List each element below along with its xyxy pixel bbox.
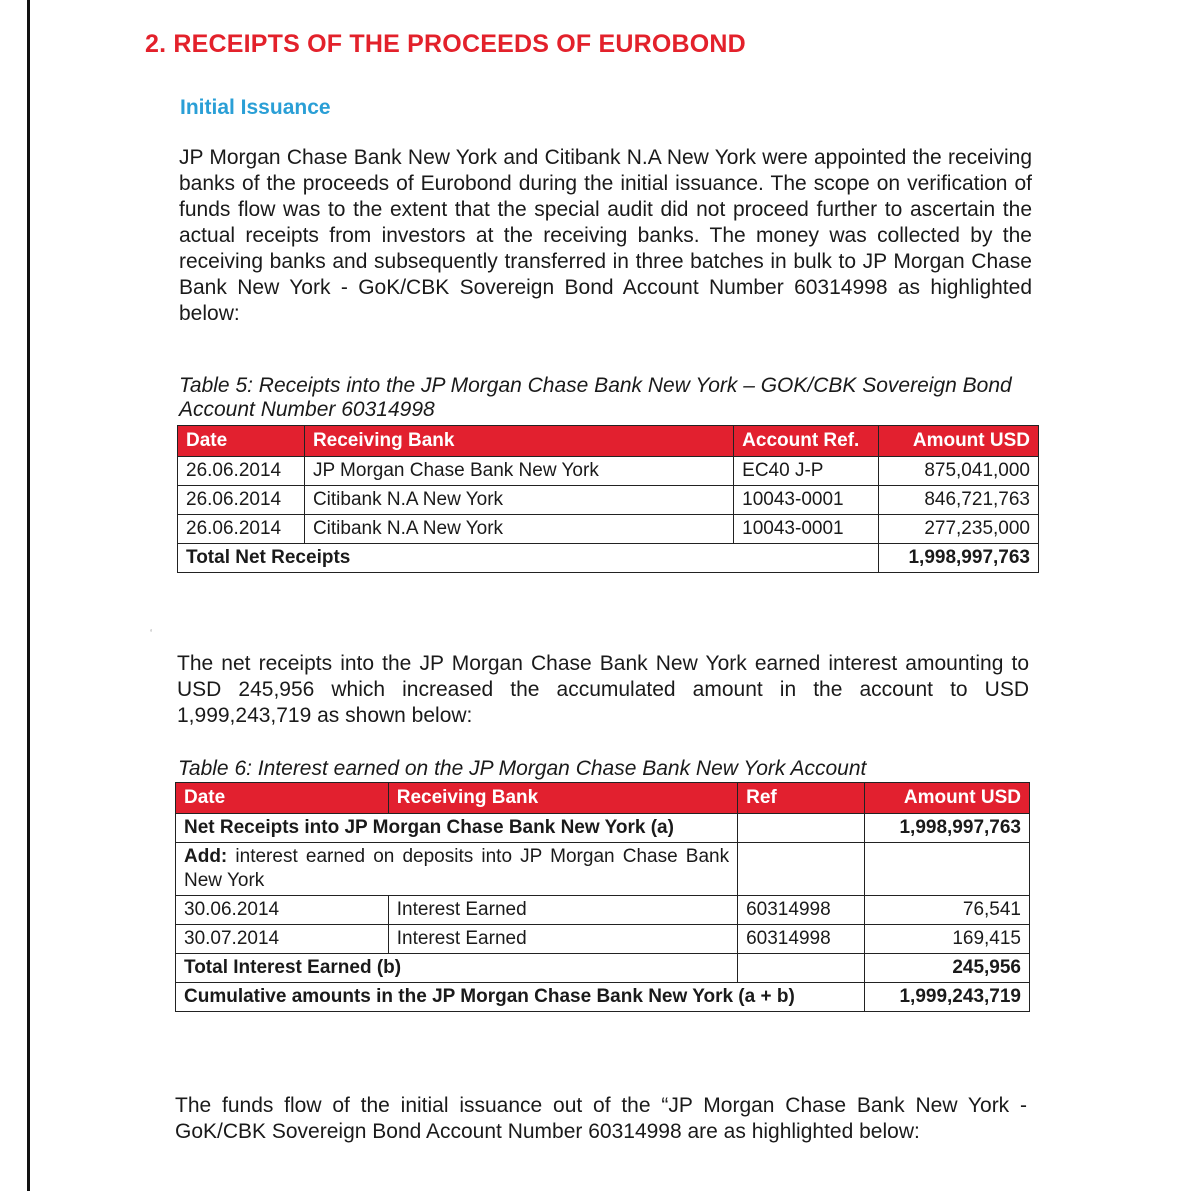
table5-total-label: Total Net Receipts bbox=[178, 544, 879, 573]
table5-bank: JP Morgan Chase Bank New York bbox=[304, 457, 733, 486]
table5-date: 26.06.2014 bbox=[178, 486, 305, 515]
table5-header-ref: Account Ref. bbox=[734, 426, 879, 457]
table6-amount: 76,541 bbox=[865, 896, 1030, 925]
table5-ref: 10043-0001 bbox=[734, 515, 879, 544]
table5-header-row bbox=[178, 426, 1039, 457]
table6-add-ref bbox=[738, 843, 865, 896]
table6-add-text: interest earned on deposits into JP Morgan Chase Bank New York bbox=[184, 846, 730, 891]
table6-desc: Interest Earned bbox=[388, 925, 737, 954]
table6-net-receipts-ref bbox=[738, 814, 865, 843]
table6-interest bbox=[175, 782, 1030, 1012]
table6-header-amount: Amount USD bbox=[865, 783, 1030, 814]
table6-header-bank: Receiving Bank bbox=[388, 783, 737, 814]
table5-date: 26.06.2014 bbox=[178, 457, 305, 486]
table6-add-label: Add: bbox=[184, 846, 228, 867]
margin-mark: ‘ bbox=[150, 628, 153, 639]
table6-header-row bbox=[176, 783, 1030, 814]
table6-desc: Interest Earned bbox=[388, 896, 737, 925]
table5-amount: 846,721,763 bbox=[879, 486, 1039, 515]
table6-total-amount: 245,956 bbox=[865, 954, 1030, 983]
subheading: Initial Issuance bbox=[180, 96, 331, 119]
table6-cumulative-row bbox=[176, 983, 1030, 1012]
table6-add-row bbox=[176, 843, 1030, 896]
table6-cumulative-label: Cumulative amounts in the JP Morgan Chase Bank New York (a + b) bbox=[176, 983, 865, 1012]
table5-header-bank: Receiving Bank bbox=[304, 426, 733, 457]
table6-total-label: Total Interest Earned (b) bbox=[176, 954, 738, 983]
table6-add-cell bbox=[176, 843, 738, 896]
table6-ref: 60314998 bbox=[738, 925, 865, 954]
table6-cumulative-amount: 1,999,243,719 bbox=[865, 983, 1030, 1012]
paragraph-funds-flow: The funds flow of the initial issuance out of the “JP Morgan Chase Bank New York - GoK/CBK Sovereign Bond Account Number 60314998 are as highlighted below: bbox=[175, 1094, 1027, 1143]
table6-header-ref: Ref bbox=[738, 783, 865, 814]
table-row bbox=[178, 486, 1039, 515]
table-row bbox=[178, 457, 1039, 486]
table5-ref: 10043-0001 bbox=[734, 486, 879, 515]
paragraph-interest: The net receipts into the JP Morgan Chase Bank New York earned interest amounting to USD 245,956 which increased the accumulated amount in the account to USD 1,999,243,719 as shown below: bbox=[177, 652, 1029, 727]
table-row bbox=[176, 925, 1030, 954]
table5-ref: EC40 J-P bbox=[734, 457, 879, 486]
table5-date: 26.06.2014 bbox=[178, 515, 305, 544]
table5-bank: Citibank N.A New York bbox=[304, 515, 733, 544]
table6-amount: 169,415 bbox=[865, 925, 1030, 954]
table6-date: 30.06.2014 bbox=[176, 896, 389, 925]
table5-header-amount: Amount USD bbox=[879, 426, 1039, 457]
table5-header-date: Date bbox=[178, 426, 305, 457]
table5-bank: Citibank N.A New York bbox=[304, 486, 733, 515]
table6-total-row bbox=[176, 954, 1030, 983]
table5-caption: Table 5: Receipts into the JP Morgan Chase Bank New York – GOK/CBK Sovereign Bond Account Number 60314998 bbox=[179, 374, 1012, 421]
table6-net-receipts-row bbox=[176, 814, 1030, 843]
table6-date: 30.07.2014 bbox=[176, 925, 389, 954]
table6-caption: Table 6: Interest earned on the JP Morgan Chase Bank New York Account bbox=[178, 757, 867, 780]
table5-amount: 277,235,000 bbox=[879, 515, 1039, 544]
table-row bbox=[176, 896, 1030, 925]
table5-total-amount: 1,998,997,763 bbox=[879, 544, 1039, 573]
table6-net-receipts-amount: 1,998,997,763 bbox=[865, 814, 1030, 843]
table5-receipts bbox=[177, 425, 1039, 573]
section-heading: 2. RECEIPTS OF THE PROCEEDS OF EUROBOND bbox=[145, 30, 746, 58]
table6-total-ref bbox=[738, 954, 865, 983]
table6-add-amount bbox=[865, 843, 1030, 896]
table5-total-row bbox=[178, 544, 1039, 573]
table6-net-receipts-label: Net Receipts into JP Morgan Chase Bank New York (a) bbox=[176, 814, 738, 843]
paragraph-intro: JP Morgan Chase Bank New York and Citibank N.A New York were appointed the receiving banks of the proceeds of Eurobond during the initial issuance. The scope on verification of funds flow was to the extent that the special audit did not proceed further to ascertain the actual receipts from investors at the receiving banks. The money was collected by the receiving banks and subsequently transferred in three batches in bulk to JP Morgan Chase Bank New York - GoK/CBK Sovereign Bond Account Number 60314998 as highlighted below: bbox=[179, 146, 1032, 325]
table6-header-date: Date bbox=[176, 783, 389, 814]
table5-amount: 875,041,000 bbox=[879, 457, 1039, 486]
table-row bbox=[178, 515, 1039, 544]
table6-ref: 60314998 bbox=[738, 896, 865, 925]
page-left-border bbox=[27, 0, 30, 1191]
